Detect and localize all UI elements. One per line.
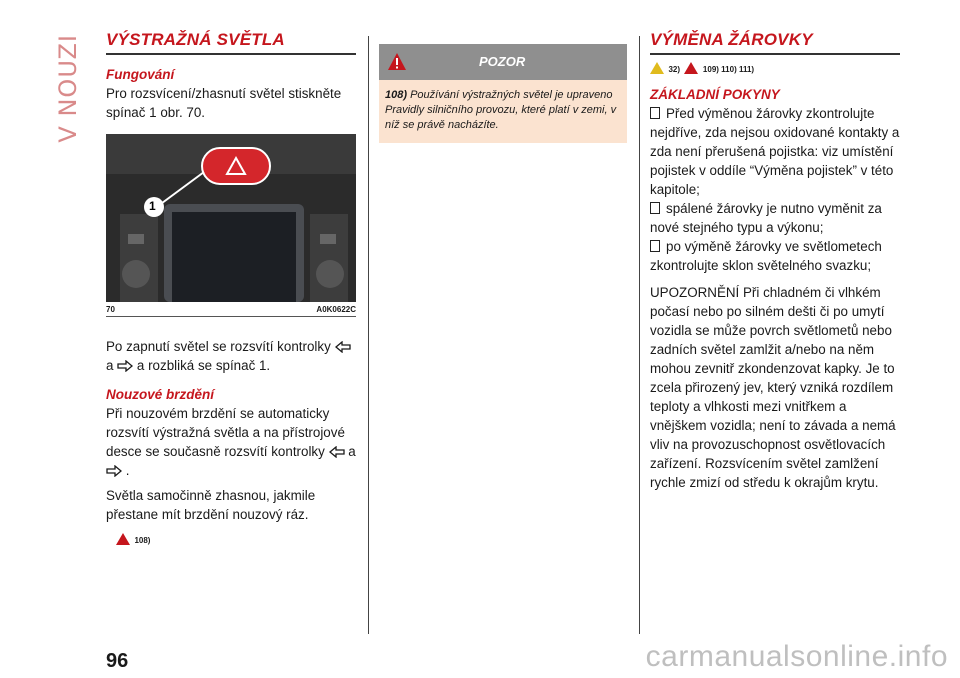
turn-left-indicator-icon [335,341,351,353]
indicator-text-a: Po zapnutí světel se rozsvítí kontrolky [106,339,331,354]
braking-text-b: a [348,444,356,459]
figure-hazard-switch [106,134,356,302]
braking-text-c: . [125,463,130,478]
figure-number: 70 [106,305,115,314]
reference-row-bulb [650,59,900,77]
turn-right-indicator-icon [106,465,122,477]
watermark: carmanualsonline.info [645,640,948,673]
dashboard-illustration [106,134,356,302]
reference-109-111: 109) 110) 111) [702,65,755,74]
turn-right-indicator-icon [117,360,133,372]
warning-triangle-icon [387,52,407,72]
page-number: 96 [106,650,129,672]
figure-callout-1: 1 [149,199,156,213]
warning-box-header [379,44,627,80]
warning-box-body [379,80,627,143]
column-divider-left [368,36,369,634]
turn-left-indicator-icon [329,446,345,458]
paragraph-emergency-braking [106,404,356,480]
bullet-item [650,104,900,199]
bullet-item [650,237,900,275]
warning-box-ref: 108) [385,89,408,101]
indicator-text-c: a rozbliká se spínač 1. [136,358,271,373]
bullet-box-icon [650,202,660,214]
paragraph-indicators [106,337,356,375]
paragraph-note: UPOZORNĚNÍ Při chladném či vlhkém počasí nebo po silném dešti či po umytí vozidla se může povrch světlometů nebo zadních světel zamlžit a/nebo na něm mohou zevnitř zkondenzovat kapky. Je to zcela přirozený jev, který vzniká rozdílem teploty a vlhkosti mezi vnitřkem a vnějškem vozidla; není to závada a nemá vliv na provozuschopnost osvětlovacích zařízení. Rozsvícením světel zamlžení rychle zmizí od středu k okrajům krytu. [650,285,896,490]
reference-108: 108) [134,536,151,545]
section-side-tab [54,34,82,143]
bullet-item [650,199,900,237]
braking-text-a: Při nouzovém brzdění se automaticky rozsvítí výstražná světla a na přístrojové desce se současně rozsvítí kontrolky [106,406,345,459]
paragraph-auto-off: Světla samočinně zhasnou, jakmile přestane mít brzdění nouzový ráz. [106,488,316,522]
warning-triangle-icon [684,62,698,74]
paragraph-intro: Pro rozsvícení/zhasnutí světel stiskněte spínač 1 obr. 70. [106,86,342,120]
reference-row [106,530,356,548]
subheading-emergency-braking: Nouzové brzdění [106,387,215,402]
bullet-box-icon [650,107,660,119]
bullet-text: Před výměnou žárovky zkontrolujte nejdříve, zda nejsou oxidované kontakty a zda není přerušená pojistka: viz umístění pojistek v oddíle “Výměna pojistek” v této kapitole; [650,106,900,197]
section-heading-bulb: VÝMĚNA ŽÁROVKY [650,30,900,55]
figure-caption [106,302,356,317]
column-divider-right [639,36,640,634]
caution-triangle-icon [650,62,664,74]
column-hazard-lights [106,30,356,548]
warning-box-title: POZOR [479,54,526,69]
warning-triangle-icon [116,533,130,545]
subheading-operation: Fungování [106,67,175,82]
reference-32: 32) [668,65,681,74]
warning-box-text: Používání výstražných světel je upraveno Pravidly silničního provozu, které platí v zemi, v níž se právě nacházíte. [385,89,617,131]
bullet-box-icon [650,240,660,252]
bullet-text: spálené žárovky je nutno vyměnit za nové stejného typu a výkonu; [650,201,882,235]
subheading-basic-instructions: ZÁKLADNÍ POKYNY [650,87,780,102]
column-warning-box [379,30,627,143]
bullet-text: po výměně žárovky ve světlometech zkontrolujte sklon světelného svazku; [650,239,882,273]
figure-code: A0K0622C [316,305,356,314]
section-heading-hazard: VÝSTRAŽNÁ SVĚTLA [106,30,356,55]
section-side-tab-label: V NOUZI [54,34,82,143]
column-bulb-replacement [650,30,900,492]
indicator-text-b: a [106,358,114,373]
